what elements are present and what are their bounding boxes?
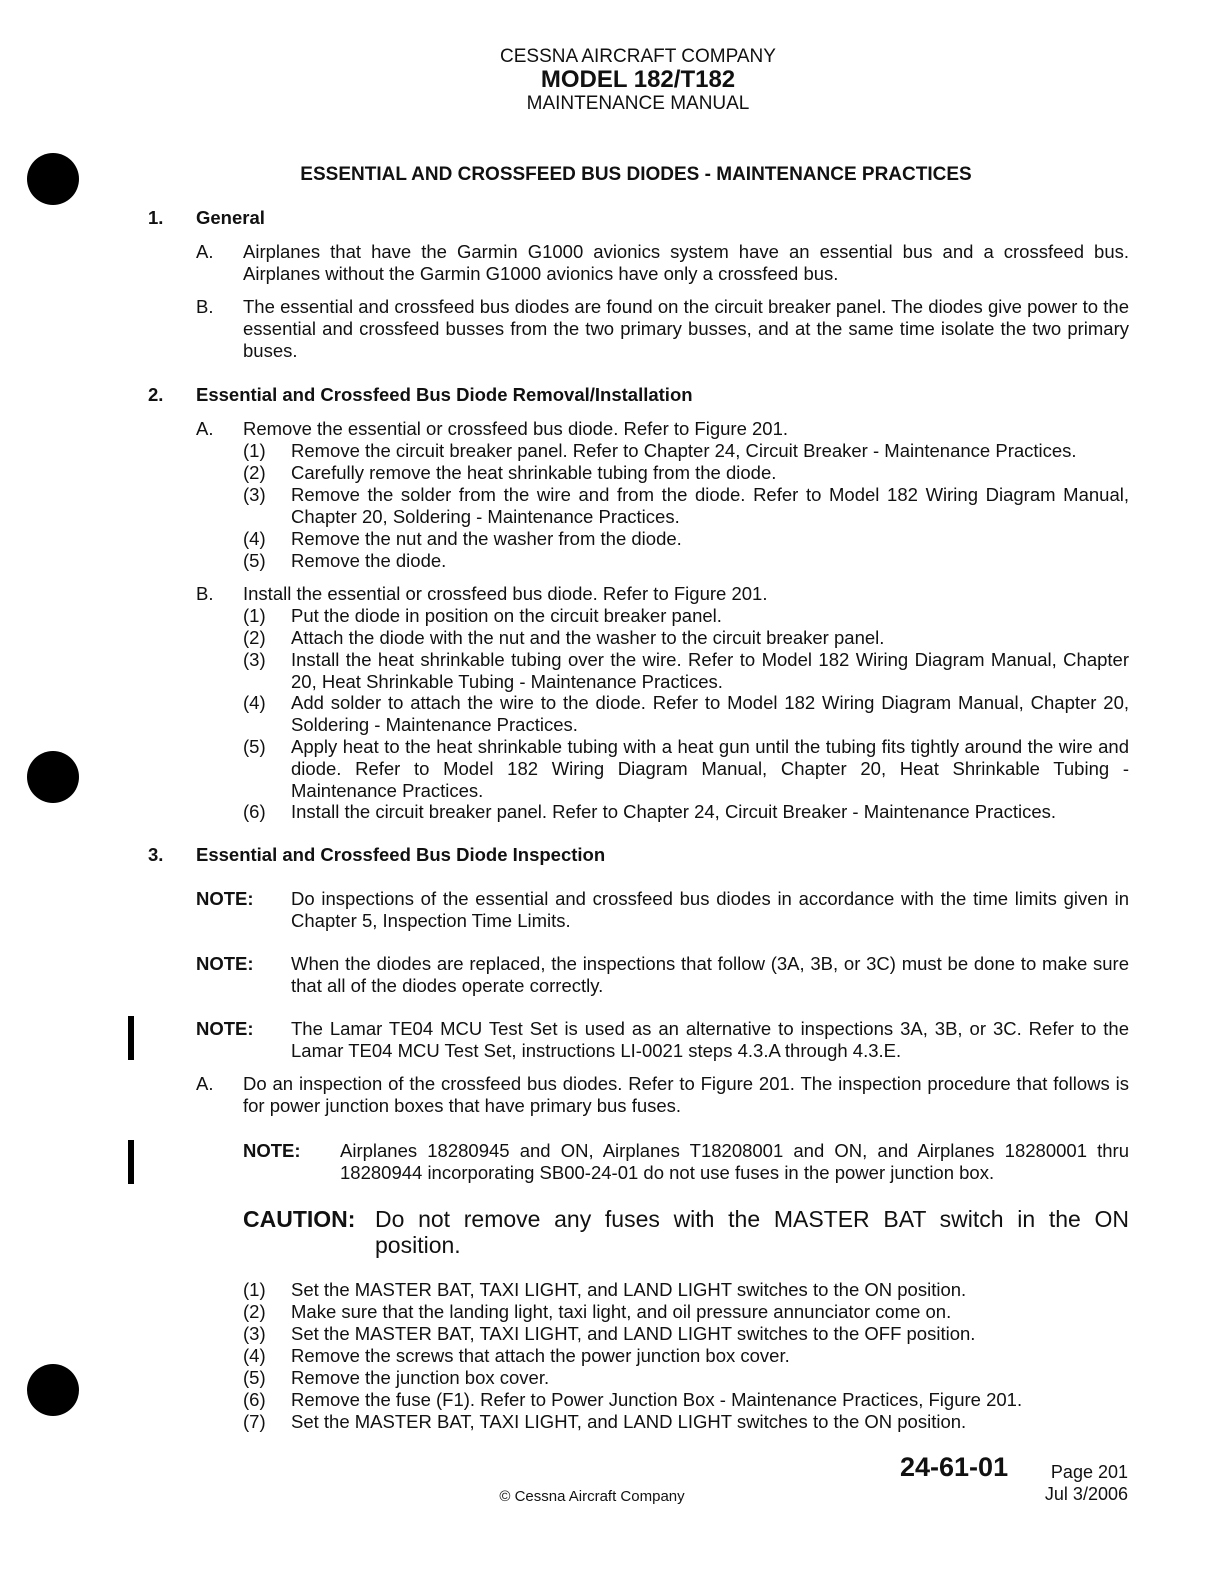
note-text: Airplanes 18280945 and ON, Airplanes T18208001 and ON, and Airplanes 18280001 thru 18280944 incorporating SB00-24-01 do not use fuses in the power junction box. xyxy=(340,1140,1129,1183)
step-text: Install the heat shrinkable tubing over the wire. Refer to Model 182 Wiring Diagram Manual, Chapter 20, Heat Shrinkable Tubing - Maintenance Practices. xyxy=(291,649,1129,692)
note-label: NOTE: xyxy=(196,1018,254,1039)
copyright: © Cessna Aircraft Company xyxy=(499,1488,685,1505)
note-text: Do inspections of the essential and crossfeed bus diodes in accordance with the time limits given in Chapter 5, Inspection Time Limits. xyxy=(291,888,1129,931)
change-bar xyxy=(128,1016,134,1060)
heading-inspection: Essential and Crossfeed Bus Diode Inspection xyxy=(196,844,606,865)
step-number: (3) xyxy=(243,649,266,670)
document-code: 24-61-01 xyxy=(900,1452,1009,1482)
header-company: CESSNA AIRCRAFT COMPANY xyxy=(500,46,776,67)
step-number: (7) xyxy=(243,1411,266,1432)
step-text: Remove the diode. xyxy=(291,550,447,571)
heading-number: 1. xyxy=(148,207,164,228)
step-text: Install the circuit breaker panel. Refer to Chapter 24, Circuit Breaker - Maintenance Practices. xyxy=(291,801,1057,822)
step-number: (2) xyxy=(243,627,266,648)
step-text: Remove the nut and the washer from the diode. xyxy=(291,528,682,549)
note-label: NOTE: xyxy=(196,888,254,909)
step-number: (4) xyxy=(243,1345,266,1366)
step-text: Carefully remove the heat shrinkable tubing from the diode. xyxy=(291,462,777,483)
step-text: Apply heat to the heat shrinkable tubing with a heat gun until the tubing fits tightly around the wire and diode. Refer to Model 182 Wiring Diagram Manual, Chapter 20, Heat Shrinkable Tubing - Maintenance Practices. xyxy=(291,736,1129,801)
header-manual: MAINTENANCE MANUAL xyxy=(526,93,750,114)
step-text: Remove the junction box cover. xyxy=(291,1367,550,1388)
step-text: Add solder to attach the wire to the diode. Refer to Model 182 Wiring Diagram Manual, Chapter 20, Soldering - Maintenance Practices. xyxy=(291,692,1129,735)
step-text: Set the MASTER BAT, TAXI LIGHT, and LAND LIGHT switches to the ON position. xyxy=(291,1411,967,1432)
step-number: (6) xyxy=(243,1389,266,1410)
revision-date: Jul 3/2006 xyxy=(1044,1484,1128,1504)
heading-number: 3. xyxy=(148,844,164,865)
step-number: (2) xyxy=(243,462,266,483)
page-number: Page 201 xyxy=(1050,1462,1128,1482)
paragraph-text: Install the essential or crossfeed bus diode. Refer to Figure 201. xyxy=(243,583,768,604)
step-text: Remove the circuit breaker panel. Refer to Chapter 24, Circuit Breaker - Maintenance Practices. xyxy=(291,440,1077,461)
heading-removal-installation: Essential and Crossfeed Bus Diode Removal/Installation xyxy=(196,384,693,405)
step-text: Make sure that the landing light, taxi light, and oil pressure annunciator come on. xyxy=(291,1301,952,1322)
paragraph-text: Remove the essential or crossfeed bus diode. Refer to Figure 201. xyxy=(243,418,789,439)
step-number: (5) xyxy=(243,1367,266,1388)
step-number: (1) xyxy=(243,605,266,626)
step-number: (1) xyxy=(243,440,266,461)
step-number: (3) xyxy=(243,484,266,505)
paragraph-label: B. xyxy=(196,583,214,604)
paragraph-label: B. xyxy=(196,296,214,317)
paragraph-label: A. xyxy=(196,1073,214,1094)
heading-general: General xyxy=(196,207,265,228)
step-number: (5) xyxy=(243,736,266,757)
step-number: (5) xyxy=(243,550,266,571)
paragraph-text: Do an inspection of the crossfeed bus diodes. Refer to Figure 201. The inspection procedure that follows is for power junction boxes that have primary bus fuses. xyxy=(243,1073,1129,1116)
step-text: Set the MASTER BAT, TAXI LIGHT, and LAND LIGHT switches to the OFF position. xyxy=(291,1323,976,1344)
paragraph-label: A. xyxy=(196,241,214,262)
step-text: Put the diode in position on the circuit breaker panel. xyxy=(291,605,722,626)
binder-hole-bottom xyxy=(27,1364,79,1416)
step-number: (6) xyxy=(243,801,266,822)
note-label: NOTE: xyxy=(243,1140,301,1161)
step-text: Remove the solder from the wire and from the diode. Refer to Model 182 Wiring Diagram Manual, Chapter 20, Soldering - Maintenance Practices. xyxy=(291,484,1129,527)
paragraph-label: A. xyxy=(196,418,214,439)
step-text: Set the MASTER BAT, TAXI LIGHT, and LAND LIGHT switches to the ON position. xyxy=(291,1279,967,1300)
step-number: (4) xyxy=(243,692,266,713)
heading-number: 2. xyxy=(148,384,164,405)
header-model: MODEL 182/T182 xyxy=(540,66,736,93)
step-text: Attach the diode with the nut and the washer to the circuit breaker panel. xyxy=(291,627,885,648)
binder-hole-middle xyxy=(27,751,79,803)
step-text: Remove the fuse (F1). Refer to Power Junction Box - Maintenance Practices, Figure 201. xyxy=(291,1389,1023,1410)
step-number: (2) xyxy=(243,1301,266,1322)
step-number: (1) xyxy=(243,1279,266,1300)
note-text: The Lamar TE04 MCU Test Set is used as an alternative to inspections 3A, 3B, or 3C. Refer to the Lamar TE04 MCU Test Set, instructions LI-0021 steps 4.3.A through 4.3.E. xyxy=(291,1018,1129,1061)
note-text: When the diodes are replaced, the inspections that follow (3A, 3B, or 3C) must be done to make sure that all of the diodes operate correctly. xyxy=(291,953,1129,996)
paragraph-text: The essential and crossfeed bus diodes are found on the circuit breaker panel. The diodes give power to the essential and crossfeed busses from the two primary busses, and at the same time isolate the two primary buses. xyxy=(243,296,1129,361)
section-title: ESSENTIAL AND CROSSFEED BUS DIODES - MAINTENANCE PRACTICES xyxy=(300,164,972,185)
change-bar xyxy=(128,1140,134,1184)
caution-label: CAUTION: xyxy=(243,1206,356,1232)
step-number: (4) xyxy=(243,528,266,549)
caution-text: Do not remove any fuses with the MASTER BAT switch in the ON position. xyxy=(375,1206,1129,1258)
note-label: NOTE: xyxy=(196,953,254,974)
paragraph-text: Airplanes that have the Garmin G1000 avionics system have an essential bus and a crossfeed bus. Airplanes without the Garmin G1000 avionics have only a crossfeed bus. xyxy=(243,241,1129,284)
step-number: (3) xyxy=(243,1323,266,1344)
step-text: Remove the screws that attach the power junction box cover. xyxy=(291,1345,790,1366)
